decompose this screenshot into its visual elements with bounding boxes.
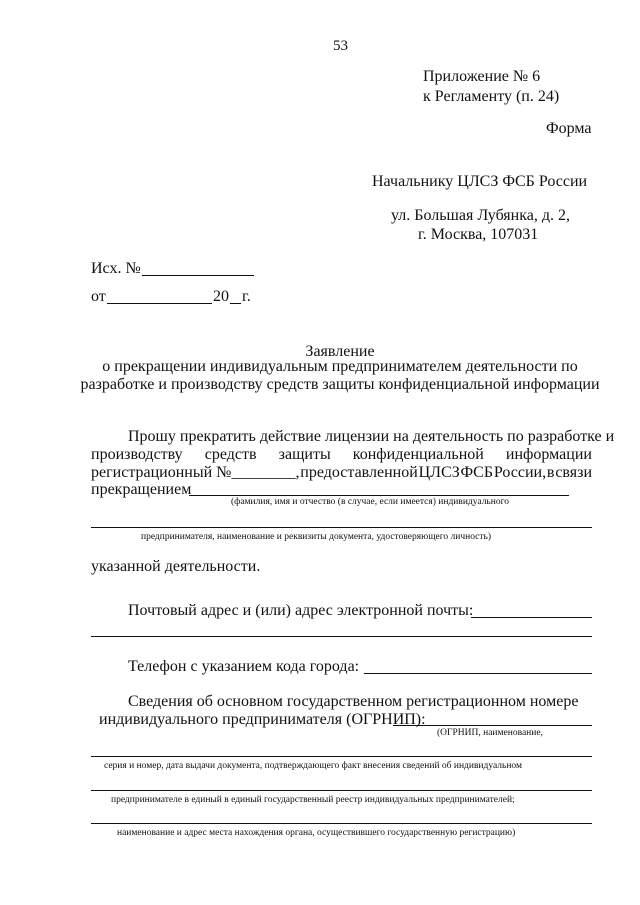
request-line-4: прекращением xyxy=(91,481,192,498)
date-prefix: от xyxy=(91,288,106,305)
caption-registration-authority: наименование и адрес места нахождения органа, осуществившего государственную регистрацию) xyxy=(117,828,516,838)
word: информации xyxy=(505,446,592,463)
title-line-2: разработке и производству средств защиты конфиденциальной информации xyxy=(80,376,600,393)
word: связи xyxy=(555,464,592,481)
phone-field[interactable] xyxy=(364,673,592,674)
postal-address-label: Почтовый адрес и (или) адрес электронной почты: xyxy=(128,602,474,619)
registration-document-field[interactable] xyxy=(91,756,592,757)
activity-text: указанной деятельности. xyxy=(91,558,261,575)
word: защиты xyxy=(278,446,331,463)
ogrnip-line-2: индивидуального предпринимателя (ОГРНИП): xyxy=(99,711,426,728)
caption-ogrnip: (ОГРНИП, наименование, xyxy=(437,728,543,738)
registration-authority-field[interactable] xyxy=(91,823,592,824)
word: предоставленной xyxy=(300,464,418,481)
entrepreneur-name-field[interactable] xyxy=(189,495,569,496)
word: конфиденциальной xyxy=(352,446,484,463)
page-number: 53 xyxy=(333,38,348,54)
phone-label: Телефон с указанием кода города: xyxy=(128,658,360,675)
registry-entry-field[interactable] xyxy=(91,790,592,791)
addressee-to: Начальнику ЦЛСЗ ФСБ России xyxy=(372,173,588,190)
addressee-street: ул. Большая Лубянка, д. 2, xyxy=(391,207,570,224)
postal-address-field[interactable] xyxy=(471,617,592,618)
caption-registry: предпринимателе в единый в единый государственный реестр индивидуальных предпринимателей; xyxy=(111,795,515,805)
request-line-2 xyxy=(91,445,592,464)
regulation-label: к Регламенту (п. 24) xyxy=(423,88,560,105)
word: России, xyxy=(493,464,547,481)
date-suffix: г. xyxy=(242,288,251,305)
date-year-field[interactable] xyxy=(230,303,241,304)
form-label: Форма xyxy=(546,120,592,137)
caption-entrepreneur-name: (фамилия, имя и отчество (в случае, если имеется) индивидуального xyxy=(231,497,510,507)
postal-address-field-2[interactable] xyxy=(91,636,592,637)
caption-registration-document: серия и номер, дата выдачи документа, подтверждающего факт внесения сведений об индивидуальном xyxy=(104,761,523,771)
document-title: Заявление xyxy=(305,343,375,360)
entrepreneur-document-field[interactable] xyxy=(91,527,592,528)
word: регистрационный №________, xyxy=(91,464,300,481)
caption-identity-document: предпринимателя, наименование и реквизиты документа, удостоверяющего личность) xyxy=(141,532,492,542)
outgoing-number-field[interactable] xyxy=(142,275,254,276)
date-year-prefix: 20 xyxy=(213,288,229,305)
date-day-month-field[interactable] xyxy=(107,303,212,304)
ogrnip-field[interactable] xyxy=(393,725,592,726)
addressee-city: г. Москва, 107031 xyxy=(418,226,539,243)
word: ЦЛСЗ xyxy=(418,464,460,481)
word: ФСБ xyxy=(460,464,494,481)
title-line-1: о прекращении индивидуальным предпринимателем деятельности по xyxy=(102,358,578,375)
outgoing-number-label: Исх. № xyxy=(91,260,141,277)
word: в xyxy=(546,464,555,481)
appendix-label: Приложение № 6 xyxy=(423,68,541,85)
word: производству xyxy=(91,446,183,463)
request-line-1: Прошу прекратить действие лицензии на деятельность по разработке и xyxy=(128,428,615,445)
ogrnip-line-1: Сведения об основном государственном регистрационном номере xyxy=(128,693,579,710)
word: средств xyxy=(204,446,257,463)
